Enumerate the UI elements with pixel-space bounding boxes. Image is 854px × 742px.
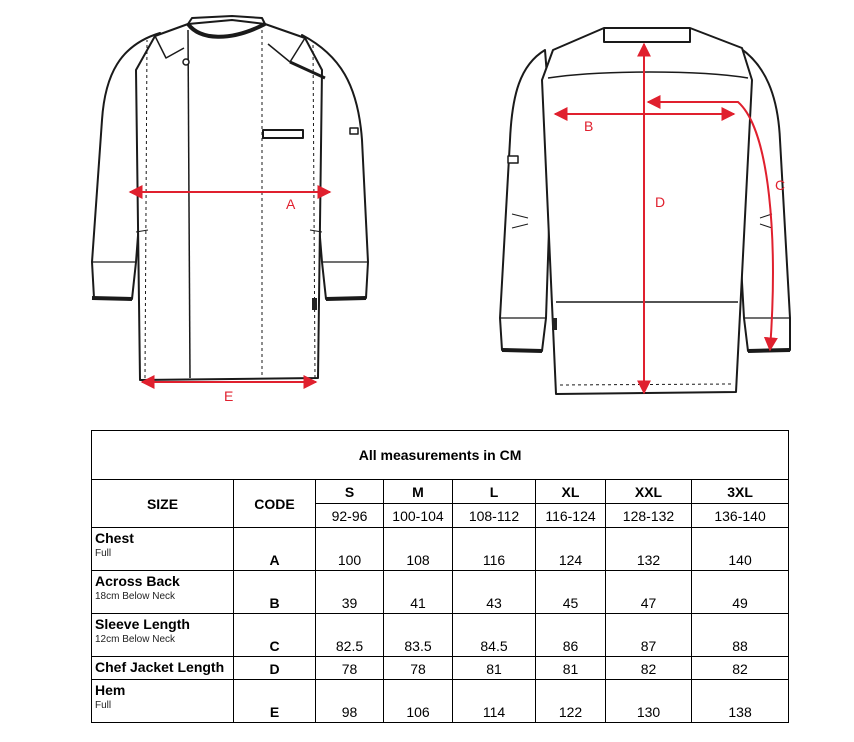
label-across-back: B xyxy=(584,118,594,134)
value-cell: 87 xyxy=(606,614,692,657)
label-sleeve: C xyxy=(775,177,786,193)
label-hem: E xyxy=(224,388,234,404)
value-cell: 82 xyxy=(606,657,692,680)
measurement-code: A xyxy=(234,528,316,571)
value-cell: 140 xyxy=(692,528,789,571)
value-cell: 81 xyxy=(453,657,536,680)
size-chart-table xyxy=(91,430,789,723)
value-cell: 86 xyxy=(536,614,606,657)
value-cell: 49 xyxy=(692,571,789,614)
value-cell: 138 xyxy=(692,680,789,723)
size-range: 92-96 xyxy=(316,504,384,528)
value-cell: 43 xyxy=(453,571,536,614)
table-row xyxy=(92,680,789,723)
value-cell: 39 xyxy=(316,571,384,614)
value-cell: 124 xyxy=(536,528,606,571)
measurement-name: Chest xyxy=(95,530,134,546)
size-range: 136-140 xyxy=(692,504,789,528)
value-cell: 82.5 xyxy=(316,614,384,657)
value-cell: 45 xyxy=(536,571,606,614)
measurement-code: D xyxy=(234,657,316,680)
size-name: 3XL xyxy=(692,480,789,504)
value-cell: 84.5 xyxy=(453,614,536,657)
size-range: 100-104 xyxy=(384,504,453,528)
value-cell: 122 xyxy=(536,680,606,723)
size-range: 116-124 xyxy=(536,504,606,528)
table-row xyxy=(92,657,789,680)
measurement-note: 12cm Below Neck xyxy=(95,634,176,645)
measurement-name: Sleeve Length xyxy=(95,616,190,632)
value-cell: 47 xyxy=(606,571,692,614)
size-name: M xyxy=(384,480,453,504)
measurement-code: C xyxy=(234,614,316,657)
value-cell: 100 xyxy=(316,528,384,571)
code-header: CODE xyxy=(234,480,316,528)
size-header: SIZE xyxy=(92,480,234,528)
label-chest: A xyxy=(286,196,296,212)
label-length: D xyxy=(655,194,666,210)
value-cell: 81 xyxy=(536,657,606,680)
value-cell: 114 xyxy=(453,680,536,723)
value-cell: 41 xyxy=(384,571,453,614)
measurement-note: Full xyxy=(95,700,112,711)
value-cell: 78 xyxy=(316,657,384,680)
value-cell: 83.5 xyxy=(384,614,453,657)
measurement-name: Across Back xyxy=(95,573,180,589)
size-name: L xyxy=(453,480,536,504)
size-name: S xyxy=(316,480,384,504)
value-cell: 88 xyxy=(692,614,789,657)
table-title: All measurements in CM xyxy=(92,431,789,480)
measurement-code: B xyxy=(234,571,316,614)
measurement-note: Full xyxy=(95,548,112,559)
value-cell: 116 xyxy=(453,528,536,571)
table-row xyxy=(92,614,789,657)
table-row xyxy=(92,528,789,571)
value-cell: 82 xyxy=(692,657,789,680)
value-cell: 132 xyxy=(606,528,692,571)
measurement-name: Hem xyxy=(95,682,126,698)
measurement-code: E xyxy=(234,680,316,723)
size-range: 108-112 xyxy=(453,504,536,528)
size-range: 128-132 xyxy=(606,504,692,528)
measurement-note: 18cm Below Neck xyxy=(95,591,176,602)
size-name: XXL xyxy=(606,480,692,504)
size-name: XL xyxy=(536,480,606,504)
value-cell: 106 xyxy=(384,680,453,723)
value-cell: 108 xyxy=(384,528,453,571)
value-cell: 78 xyxy=(384,657,453,680)
measurement-name: Chef Jacket Length xyxy=(95,659,225,675)
value-cell: 130 xyxy=(606,680,692,723)
jacket-front-view xyxy=(92,16,368,380)
value-cell: 98 xyxy=(316,680,384,723)
table-row xyxy=(92,571,789,614)
